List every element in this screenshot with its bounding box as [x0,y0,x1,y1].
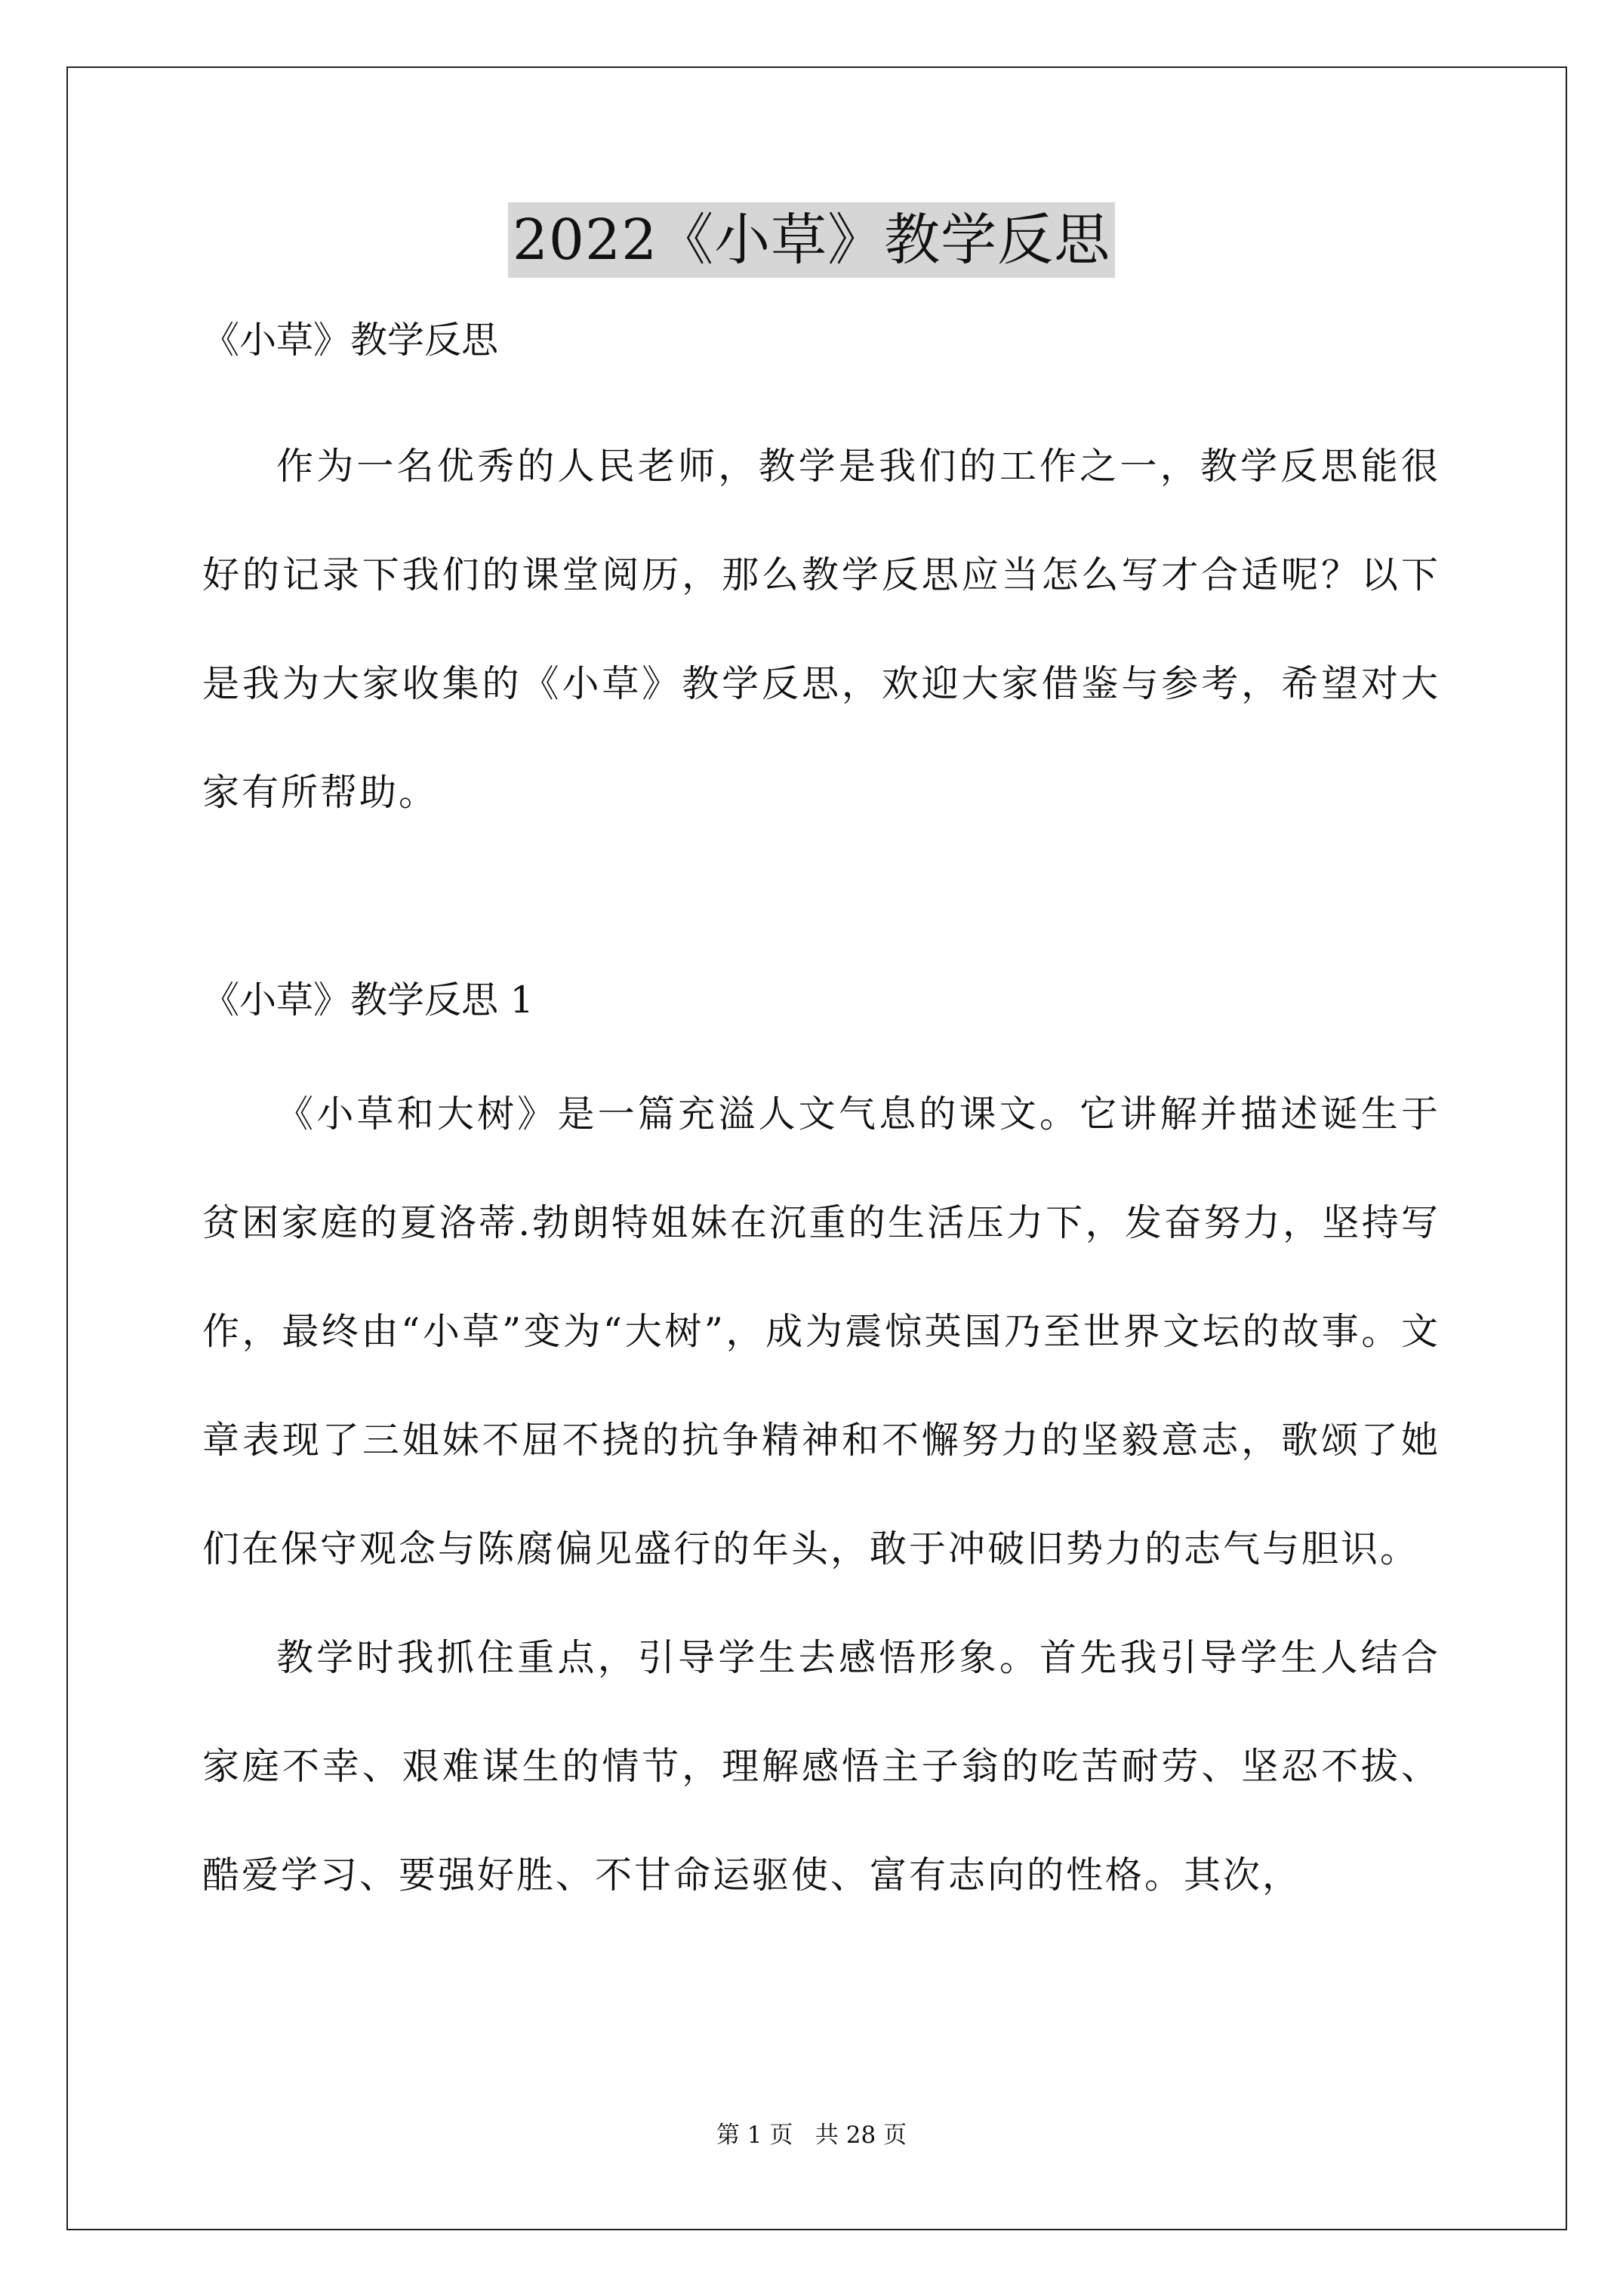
body-paragraph: 教学时我抓住重点，引导学生去感悟形象。首先我引导学生人结合家庭不幸、艰难谋生的情节，理解感悟主子翁的吃苦耐劳、坚忍不拔、酷爱学习、要强好胜、不甘命运驱使、富有志向的性格。其次， [202,1636,1440,1897]
page-footer: 第 1 页 共 28 页 [716,2122,907,2149]
intro-paragraph: 作为一名优秀的人民老师，教学是我们的工作之一，教学反思能很好的记录下我们的课堂阅历，那么教学反思应当怎么写才合适呢？以下是我为大家收集的《小草》教学反思，欢迎大家借鉴与参考，希望对大家有所帮助。 [202,445,1440,814]
document-body [202,308,1440,1930]
section-heading: 《小草》教学反思 1 [202,978,534,1022]
body-paragraph: 《小草和大树》是一篇充溢人文气息的课文。它讲解并描述诞生于贫困家庭的夏洛蒂.勃朗特姐妹在沉重的生活压力下，发奋努力，坚持写作，最终由“小草”变为“大树”，成为震惊英国乃至世界文坛的故事。文章表现了三姐妹不屈不挠的抗争精神和不懈努力的坚毅意志，歌颂了她们在保守观念与陈腐偏见盛行的年头，敢于冲破旧势力的志气与胆识。 [202,1093,1440,1570]
section-heading: 《小草》教学反思 [202,319,499,362]
document-title: 2022《小草》教学反思 [508,202,1115,278]
title-wrap [0,202,1623,278]
